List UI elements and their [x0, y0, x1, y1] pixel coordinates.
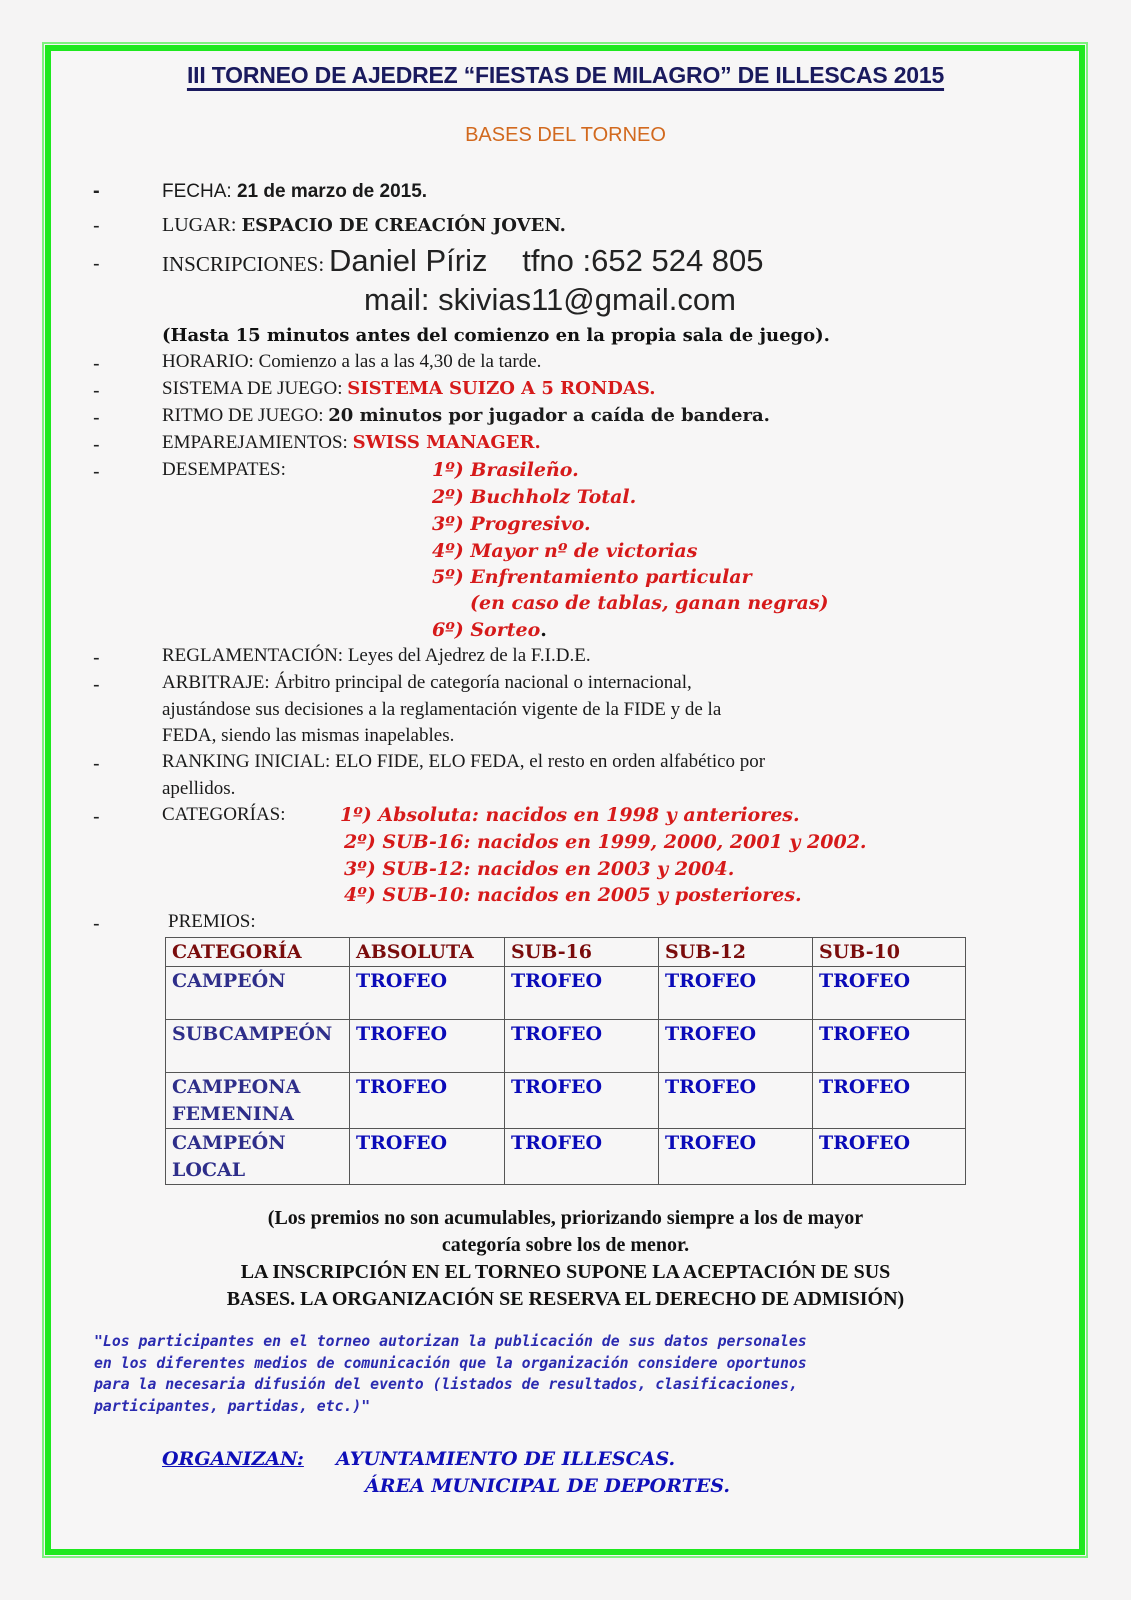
- desempate-item: 2º) Buchholz Total.: [432, 486, 637, 508]
- notes-line: categoría sobre los de menor.: [441, 1234, 690, 1256]
- bullet: -: [93, 253, 100, 275]
- emparejamientos-label: EMPAREJAMIENTOS:: [162, 432, 348, 453]
- categoria-item: 2º) SUB-16: nacidos en 1999, 2000, 2001 y 2002.: [344, 831, 867, 853]
- prize-cell: TROFEO: [813, 1129, 966, 1185]
- row-label: [166, 1129, 350, 1185]
- bullet: -: [93, 180, 100, 202]
- table-row: [166, 1129, 966, 1185]
- bullet: -: [93, 461, 100, 483]
- desempate-item: 6º) Sorteo: [432, 619, 541, 641]
- reglamentacion-label: REGLAMENTACIÓN:: [162, 645, 344, 666]
- desempate-item: 4º) Mayor nº de victorias: [432, 540, 698, 562]
- ranking-line: ELO FIDE, ELO FEDA, el resto en orden alfabético por: [335, 751, 766, 772]
- table-row: [166, 1073, 966, 1129]
- desempate-item: 3º) Progresivo.: [432, 513, 591, 535]
- table-header-cell: SUB-16: [505, 938, 659, 967]
- bullet: -: [93, 913, 100, 935]
- inscripciones-mail[interactable]: mail: skivias11@gmail.com: [364, 282, 736, 317]
- bullet: -: [93, 407, 100, 429]
- notes-line: (Los premios no son acumulables, priorizando siempre a los de mayor: [267, 1207, 864, 1229]
- ranking-row: [162, 751, 765, 773]
- bullet: -: [93, 215, 100, 237]
- bullet: -: [93, 806, 100, 828]
- inscripciones-label: INSCRIPCIONES:: [162, 252, 325, 276]
- sistema-value: SISTEMA SUIZO A 5 RONDAS.: [347, 378, 656, 399]
- inscripciones-row: [162, 243, 764, 279]
- prize-cell: TROFEO: [350, 1073, 505, 1129]
- prize-cell: TROFEO: [813, 967, 966, 1020]
- ranking-label: RANKING INICIAL:: [162, 751, 331, 772]
- privacy-statement: [94, 1331, 807, 1417]
- prize-cell: TROFEO: [350, 967, 505, 1020]
- prize-cell: TROFEO: [659, 967, 813, 1020]
- notes-line: BASES. LA ORGANIZACIÓN SE RESERVA EL DERECHO DE ADMISIÓN): [226, 1288, 905, 1310]
- arbitraje-line: Árbitro principal de categoría nacional o internacional,: [274, 672, 692, 693]
- prize-cell: TROFEO: [505, 1129, 659, 1185]
- table-row: [166, 967, 966, 1020]
- table-header-cell: CATEGORÍA: [166, 938, 350, 967]
- arbitraje-label: ARBITRAJE:: [162, 672, 270, 693]
- bullet: -: [93, 674, 100, 696]
- row-label-line: CAMPEONA: [172, 1076, 301, 1098]
- ritmo-value: 20 minutos por jugador a caída de bandera.: [328, 405, 770, 426]
- desempate-item: 5º) Enfrentamiento particular: [432, 566, 752, 588]
- lugar-value: ESPACIO DE CREACIÓN JOVEN.: [241, 215, 566, 236]
- notes-line: LA INSCRIPCIÓN EN EL TORNEO SUPONE LA ACEPTACIÓN DE SUS: [240, 1261, 891, 1283]
- prize-cell: TROFEO: [505, 1073, 659, 1129]
- row-label-line: CAMPEÓN: [172, 970, 286, 992]
- ranking-line: apellidos.: [162, 778, 236, 799]
- fecha-value: 21 de marzo de 2015.: [236, 181, 428, 202]
- premios-label: PREMIOS:: [168, 911, 256, 932]
- desempate-item-last: [432, 619, 547, 641]
- prize-cell: TROFEO: [813, 1073, 966, 1129]
- bullet: -: [93, 753, 100, 775]
- prize-cell: TROFEO: [505, 967, 659, 1020]
- prize-cell: TROFEO: [505, 1020, 659, 1073]
- emparejamientos-value: SWISS MANAGER.: [352, 432, 541, 453]
- document-title: III TORNEO DE AJEDREZ “FIESTAS DE MILAGRO” DE ILLESCAS 2015: [186, 62, 945, 88]
- organizer-line: AYUNTAMIENTO DE ILLESCAS.: [336, 1448, 676, 1470]
- prize-cell: TROFEO: [659, 1073, 813, 1129]
- inscripciones-phone: tfno :652 524 805: [522, 243, 764, 278]
- emparejamientos-row: [162, 432, 541, 454]
- categoria-item: 3º) SUB-12: nacidos en 2003 y 2004.: [344, 858, 735, 880]
- reglamentacion-row: [162, 645, 591, 667]
- prize-cell: TROFEO: [813, 1020, 966, 1073]
- table-header-row: [166, 938, 966, 967]
- horario-label: HORARIO:: [162, 351, 254, 372]
- table-header-cell: SUB-12: [659, 938, 813, 967]
- desempate-item: 1º) Brasileño.: [432, 459, 579, 481]
- inscripciones-note: (Hasta 15 minutos antes del comienzo en la propia sala de juego).: [162, 325, 830, 346]
- row-label: [166, 1020, 350, 1073]
- table-header-cell: SUB-10: [813, 938, 966, 967]
- privacy-line: para la necesaria difusión del evento (listados de resultados, clasificaciones,: [94, 1376, 798, 1393]
- document-subtitle: BASES DEL TORNEO: [465, 124, 666, 146]
- bullet: -: [93, 434, 100, 456]
- prize-cell: TROFEO: [659, 1020, 813, 1073]
- arbitraje-row: [162, 672, 692, 694]
- sistema-label: SISTEMA DE JUEGO:: [162, 378, 343, 399]
- horario-row: [162, 351, 541, 373]
- lugar-row: [162, 214, 566, 237]
- privacy-line: participantes, partidas, etc.)": [94, 1397, 371, 1415]
- prize-cell: TROFEO: [659, 1129, 813, 1185]
- prizes-table: [165, 937, 966, 1185]
- desempate-item-note: (en caso de tablas, ganan negras): [470, 592, 829, 614]
- row-label: [166, 1073, 350, 1129]
- bullet: -: [93, 353, 100, 375]
- lugar-label: LUGAR:: [162, 214, 237, 236]
- prize-cell: TROFEO: [350, 1129, 505, 1185]
- privacy-line: en los diferentes medios de comunicación que la organización considere oportunos: [94, 1354, 807, 1372]
- privacy-line: "Los participantes en el torneo autorizan la publicación de sus datos personales: [94, 1333, 807, 1350]
- trailing-period: .: [540, 619, 547, 641]
- horario-value: Comienzo a las a las 4,30 de la tarde.: [258, 351, 542, 372]
- row-label-line: FEMENINA: [172, 1103, 294, 1125]
- arbitraje-line: FEDA, siendo las mismas inapelables.: [162, 725, 455, 746]
- table-header-cell: ABSOLUTA: [350, 938, 505, 967]
- row-label: [166, 967, 350, 1020]
- row-label-line: CAMPEÓN: [172, 1132, 286, 1154]
- arbitraje-line: ajustándose sus decisiones a la reglamentación vigente de la FIDE y de la: [162, 699, 722, 720]
- categorias-label: CATEGORÍAS:: [162, 804, 286, 825]
- inscripciones-contact: Daniel Píriz: [328, 243, 488, 278]
- categoria-item: 1º) Absoluta: nacidos en 1998 y anteriores.: [340, 804, 800, 826]
- organizers-label: ORGANIZAN:: [162, 1448, 304, 1470]
- bullet: -: [93, 380, 100, 402]
- fecha-label: FECHA:: [162, 181, 232, 202]
- sistema-row: [162, 378, 655, 400]
- reglamentacion-value: Leyes del Ajedrez de la F.I.D.E.: [347, 645, 591, 666]
- organizer-line: ÁREA MUNICIPAL DE DEPORTES.: [365, 1475, 730, 1497]
- table-row: [166, 1020, 966, 1073]
- ritmo-label: RITMO DE JUEGO:: [162, 405, 324, 426]
- categoria-item: 4º) SUB-10: nacidos en 2005 y posteriores.: [344, 884, 802, 906]
- row-label-line: LOCAL: [172, 1159, 246, 1181]
- prize-cell: TROFEO: [350, 1020, 505, 1073]
- bullet: -: [93, 647, 100, 669]
- row-label-line: SUBCAMPEÓN: [172, 1023, 333, 1045]
- ritmo-row: [162, 405, 770, 427]
- desempates-label: DESEMPATES:: [162, 459, 286, 480]
- fecha-row: [162, 181, 427, 203]
